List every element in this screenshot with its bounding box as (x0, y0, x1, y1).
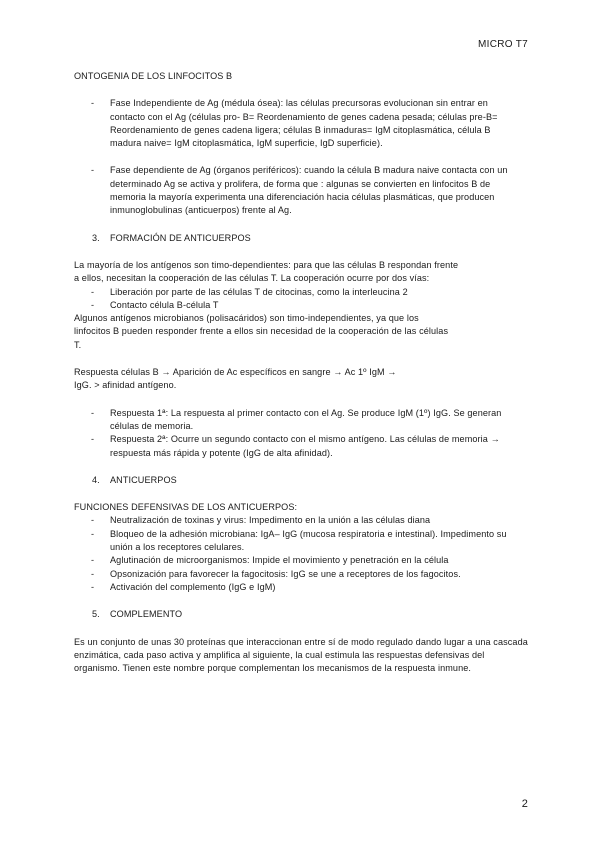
funcion-item-3: Aglutinación de microorganismos: Impide el movimiento y penetración en la célula (110, 555, 449, 566)
respuesta-item-2: Respuesta 2ª: Ocurre un segundo contacto con el mismo antígeno. Las células de memoria → respuesta más rápida y potente (IgG de alta afinidad). (110, 434, 500, 458)
section-4-title: ANTICUERPOS (110, 474, 177, 485)
list-item (74, 554, 526, 567)
section-4-heading (92, 474, 534, 487)
dash-marker: - (91, 528, 95, 539)
list-item (74, 433, 522, 460)
section-5-paragraph: Es un conjunto de unas 30 proteínas que interaccionan entre sí de modo regulado dando lugar a una cascada enzimática, cada paso activa y amplifica al siguiente, la cual estimula las respuestas defensivas del organismo. Tienen este nombre porque complementan los mecanismos de la respuesta inmune. (74, 636, 528, 674)
respuesta-item-1: Respuesta 1ª: La respuesta al primer contacto con el Ag. Se produce IgM (1º) IgG. Se generan células de memoria. (110, 407, 502, 431)
list-item (74, 528, 526, 555)
list-item (74, 97, 520, 150)
dash-marker: - (91, 434, 95, 445)
list-item (74, 568, 526, 581)
funciones-heading: FUNCIONES DEFENSIVAS DE LOS ANTICUERPOS: (74, 502, 298, 513)
section-4-number: 4. (92, 474, 100, 485)
ontogenia-heading: ONTOGENIA DE LOS LINFOCITOS B (74, 71, 233, 81)
funcion-item-5: Activación del complemento (IgG e IgM) (110, 581, 276, 592)
dash-marker: - (91, 407, 95, 418)
list-item (74, 581, 526, 594)
section-3-heading (92, 232, 534, 245)
list-item (74, 286, 534, 299)
respuestas-list (74, 407, 522, 460)
funciones-list (74, 514, 526, 594)
list-item (74, 164, 526, 217)
ontogenia-item-2: Fase dependiente de Ag (órganos periféricos): cuando la célula B madura naive contacta con un determinado Ag se activa y prolifera, de forma que : algunas se convierten en linfocitos B de memoria la mayoría experimenta una diferenciación hacia células plasmáticas, que producen inmunoglobulinas (anticuerpos) frente al Ag. (110, 165, 508, 216)
vias-list (74, 286, 534, 313)
dash-marker: - (91, 165, 95, 176)
section-3-number: 3. (92, 232, 100, 243)
ontogenia-item-1: Fase Independiente de Ag (médula ósea): las células precursoras evolucionan sin entrar en contacto con el Ag (células pro- B= Reordenamiento de genes cadena pesada; células pre-B= Reordenamiento de genes cadena ligera; células B inmaduras= IgM citoplasmática, célula B madura naive= IgM citoplasmática, IgM superficie, IgD superficie). (110, 98, 498, 149)
section-3-title: FORMACIÓN DE ANTICUERPOS (110, 232, 251, 243)
via-item-1: Liberación por parte de las células T de citocinas, como la interleucina 2 (110, 286, 408, 297)
list-item (74, 514, 526, 527)
page-number: 2 (521, 798, 528, 810)
section-3-paragraph-2: Algunos antígenos microbianos (polisacáridos) son timo-independientes, ya que los linfocitos B pueden responder frente a ellos sin necesidad de la cooperación de las células T. (74, 313, 449, 350)
dash-marker: - (91, 286, 95, 297)
via-item-2: Contacto célula B-célula T (110, 299, 219, 310)
dash-marker: - (91, 299, 95, 310)
page-content (74, 70, 534, 675)
list-item (74, 299, 534, 312)
dash-marker: - (91, 581, 95, 592)
ontogenia-list (74, 97, 534, 217)
section-5-number: 5. (92, 609, 100, 620)
section-5-title: COMPLEMENTO (110, 609, 183, 620)
section-3-paragraph-1: La mayoría de los antígenos son timo-dependientes: para que las células B respondan frente a ellos, necesitan la cooperación de las células T. La cooperación ocurre por dos vías: (74, 259, 459, 284)
section-5-heading (92, 608, 534, 621)
list-item (74, 407, 522, 434)
dash-marker: - (91, 568, 95, 579)
funcion-item-2: Bloqueo de la adhesión microbiana: IgA– IgG (mucosa respiratoria e intestinal). Impedimento su unión a los receptores celulares. (110, 528, 507, 553)
dash-marker: - (91, 515, 95, 526)
dash-marker: - (91, 98, 95, 109)
funcion-item-1: Neutralización de toxinas y virus: Impedimento en la unión a las células diana (110, 515, 431, 526)
dash-marker: - (91, 555, 95, 566)
respuesta-paragraph: Respuesta células B → Aparición de Ac específicos en sangre → Ac 1º IgM → IgG. > afinidad antígeno. (74, 367, 397, 391)
page-header-title: MICRO T7 (478, 39, 528, 50)
funcion-item-4: Opsonización para favorecer la fagocitosis: IgG se une a receptores de los fagocitos. (110, 568, 461, 579)
